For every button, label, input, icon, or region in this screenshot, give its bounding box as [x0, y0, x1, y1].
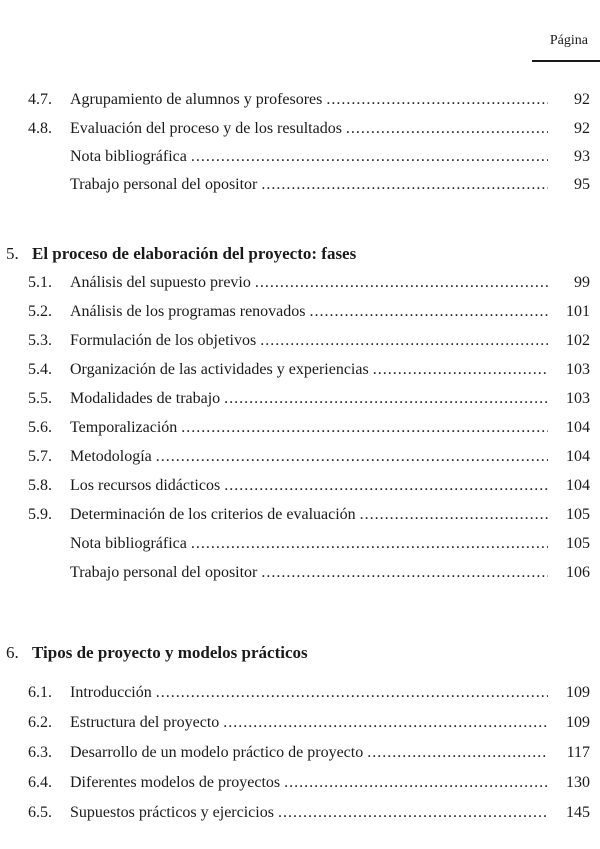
entry-title: Formulación de los objetivos	[70, 330, 260, 352]
toc-entry	[0, 475, 600, 497]
entry-title: Estructura del proyecto	[70, 712, 223, 734]
entry-page: 105	[566, 506, 590, 523]
entry-page: 105	[566, 535, 590, 552]
entry-number: 5.8.	[28, 477, 52, 494]
entry-title: Análisis del supuesto previo	[70, 272, 255, 294]
entry-title: Introducción	[70, 682, 156, 704]
dot-leader	[346, 118, 548, 140]
toc-entry	[0, 417, 600, 439]
dot-leader	[223, 712, 548, 734]
dot-leader	[261, 174, 548, 196]
toc-entry	[0, 174, 600, 196]
entry-page: 92	[574, 91, 590, 108]
entry-number: 5.9.	[28, 506, 52, 523]
header-rule	[532, 60, 600, 62]
entry-number: 5.7.	[28, 448, 52, 465]
dot-leader	[278, 802, 548, 824]
entry-page: 106	[566, 564, 590, 581]
dot-leader	[156, 446, 548, 468]
entry-title: Determinación de los criterios de evaluación	[70, 504, 360, 526]
entry-number: 5.5.	[28, 390, 52, 407]
entry-page: 93	[574, 148, 590, 165]
dot-leader	[224, 475, 548, 497]
entry-title: Supuestos prácticos y ejercicios	[70, 802, 278, 824]
toc-entry	[0, 742, 600, 764]
toc-entry	[0, 301, 600, 323]
toc-entry	[0, 359, 600, 381]
entry-title: Agrupamiento de alumnos y profesores	[70, 89, 326, 111]
dot-leader	[191, 146, 548, 168]
dot-leader	[261, 562, 548, 584]
toc-entry	[0, 682, 600, 704]
entry-page: 95	[574, 176, 590, 193]
entry-page: 104	[566, 448, 590, 465]
entry-title: Organización de las actividades y experiencias	[70, 359, 373, 381]
entry-number: 6.3.	[28, 744, 52, 761]
toc-entry	[0, 802, 600, 824]
toc-entry	[0, 330, 600, 352]
chapter-title: Tipos de proyecto y modelos prácticos	[32, 643, 308, 662]
entry-number: 5.1.	[28, 274, 52, 291]
entry-page: 102	[566, 332, 590, 349]
dot-leader	[181, 417, 548, 439]
entry-number: 6.2.	[28, 714, 52, 731]
entry-page: 104	[566, 419, 590, 436]
toc-entry	[0, 772, 600, 794]
entry-page: 145	[566, 804, 590, 821]
entry-title: Trabajo personal del opositor	[70, 562, 261, 584]
dot-leader	[284, 772, 548, 794]
dot-leader	[373, 359, 548, 381]
toc-entry	[0, 533, 600, 555]
entry-title: Modalidades de trabajo	[70, 388, 224, 410]
chapter-number: 6.	[6, 643, 19, 662]
entry-page: 103	[566, 390, 590, 407]
page-column-header: Página	[549, 33, 588, 48]
entry-page: 117	[566, 744, 590, 761]
dot-leader	[191, 533, 548, 555]
entry-number: 4.8.	[28, 120, 52, 137]
entry-number: 5.2.	[28, 303, 52, 320]
dot-leader	[310, 301, 548, 323]
dot-leader	[260, 330, 548, 352]
entry-title: Evaluación del proceso y de los resultados	[70, 118, 346, 140]
toc-entry	[0, 562, 600, 584]
entry-title: Diferentes modelos de proyectos	[70, 772, 284, 794]
entry-number: 5.4.	[28, 361, 52, 378]
chapter-heading	[0, 242, 600, 266]
toc-entry	[0, 388, 600, 410]
dot-leader	[360, 504, 548, 526]
toc-entry	[0, 146, 600, 168]
dot-leader	[156, 682, 548, 704]
entry-number: 5.6.	[28, 419, 52, 436]
entry-page: 101	[566, 303, 590, 320]
entry-title: Nota bibliográfica	[70, 146, 191, 168]
toc-entry	[0, 446, 600, 468]
toc-entry	[0, 272, 600, 294]
entry-title: Trabajo personal del opositor	[70, 174, 261, 196]
entry-title: Nota bibliográfica	[70, 533, 191, 555]
entry-page: 130	[566, 774, 590, 791]
entry-number: 6.1.	[28, 684, 52, 701]
entry-title: Metodología	[70, 446, 156, 468]
entry-page: 92	[574, 120, 590, 137]
chapter-title: El proceso de elaboración del proyecto: fases	[32, 244, 357, 263]
chapter-number: 5.	[6, 244, 19, 263]
entry-title: Los recursos didácticos	[70, 475, 224, 497]
toc-entry	[0, 712, 600, 734]
entry-title: Temporalización	[70, 417, 181, 439]
dot-leader	[255, 272, 548, 294]
entry-number: 4.7.	[28, 91, 52, 108]
entry-number: 6.4.	[28, 774, 52, 791]
entry-page: 99	[574, 274, 590, 291]
toc-entry	[0, 504, 600, 526]
entry-page: 103	[566, 361, 590, 378]
chapter-heading	[0, 641, 600, 665]
entry-page: 109	[566, 714, 590, 731]
entry-page: 109	[566, 684, 590, 701]
entry-page: 104	[566, 477, 590, 494]
entry-title: Desarrollo de un modelo práctico de proyecto	[70, 742, 367, 764]
toc-entry	[0, 118, 600, 140]
toc-entry	[0, 89, 600, 111]
entry-number: 5.3.	[28, 332, 52, 349]
entry-title: Análisis de los programas renovados	[70, 301, 310, 323]
entry-number: 6.5.	[28, 804, 52, 821]
dot-leader	[326, 89, 548, 111]
dot-leader	[224, 388, 548, 410]
dot-leader	[367, 742, 548, 764]
